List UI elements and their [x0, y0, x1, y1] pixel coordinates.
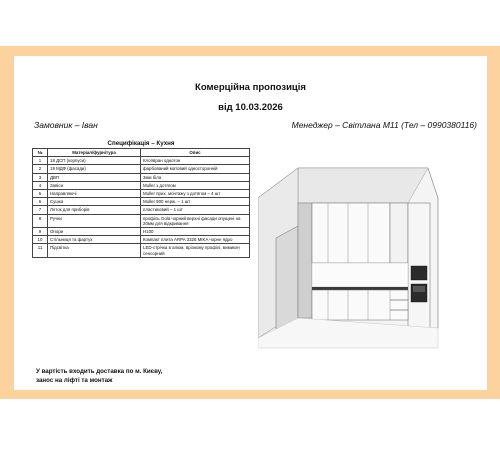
top-margin — [0, 0, 500, 46]
kitchen-render-image — [258, 148, 458, 358]
row-number: 3 — [33, 173, 48, 181]
spec-table — [32, 148, 250, 258]
row-material: Завіси — [48, 181, 141, 189]
row-number: 9 — [33, 228, 48, 236]
row-number: 7 — [33, 206, 48, 214]
manager-line: Менеджер – Світлана М11 (Тел – 0990380116) — [291, 120, 477, 130]
row-material: Опори — [48, 228, 141, 236]
row-number: 1 — [33, 157, 48, 165]
spec-title: Специфікація – Кухня — [107, 140, 175, 147]
row-number: 5 — [33, 190, 48, 198]
spec-header-row — [33, 149, 250, 157]
table-row — [33, 214, 250, 227]
table-row — [33, 198, 250, 206]
table-row — [33, 244, 250, 257]
row-material: Сушка — [48, 198, 141, 206]
row-description: профіль Gola чорний верхні фасади опущені на 20мм для відкривання — [141, 214, 250, 227]
row-description: Н100 — [141, 228, 250, 236]
row-material: 19 МДФ (фасади) — [48, 165, 141, 173]
proposal-page — [14, 56, 487, 390]
document-title: Комерційна пропозиція — [195, 82, 306, 93]
row-description: LED-стрічка в алюм. врізному профілі, вимикач сенсорний — [141, 244, 250, 257]
proposal-frame — [0, 46, 500, 399]
footer-line-1: У вартість входить доставка по м. Києву, — [36, 368, 163, 375]
bottom-margin — [0, 399, 500, 450]
row-material: Ручки — [48, 214, 141, 227]
table-row — [33, 165, 250, 173]
row-material: Стільниця та фартух — [48, 236, 141, 244]
row-description: Muller 900 нерж. – 1 шт — [141, 198, 250, 206]
footer-note — [36, 367, 162, 385]
row-description: Клопвран однотон — [141, 157, 250, 165]
table-row — [33, 157, 250, 165]
table-row — [33, 173, 250, 181]
table-row — [33, 228, 250, 236]
row-material: Направляючі — [48, 190, 141, 198]
row-number: 8 — [33, 214, 48, 227]
row-description: Muller з дотягом — [141, 181, 250, 189]
row-number: 11 — [33, 244, 48, 257]
customer-line: Замовник – Іван — [34, 120, 98, 130]
col-number-header: № — [33, 149, 48, 157]
row-number: 6 — [33, 198, 48, 206]
col-description-header: Опис — [141, 149, 250, 157]
document-date: від 10.03.2026 — [218, 102, 283, 113]
table-row — [33, 236, 250, 244]
row-description: Muller прих. монтажу з дотягом – 4 шт — [141, 190, 250, 198]
col-material-header: Матеріал/фурнітура — [48, 149, 141, 157]
row-material: ДВП — [48, 173, 141, 181]
row-description: пластиковий – 1 шт — [141, 206, 250, 214]
row-description: Компакт плита ARPA 3326 MIKA чорне ядро — [141, 236, 250, 244]
row-description: 3мм біла — [141, 173, 250, 181]
row-number: 10 — [33, 236, 48, 244]
footer-line-2: занос на ліфті та монтаж — [36, 377, 113, 384]
row-material: 18 ДСП (корпуси) — [48, 157, 141, 165]
table-row — [33, 181, 250, 189]
row-material: Підсвітка — [48, 244, 141, 257]
row-number: 4 — [33, 181, 48, 189]
row-material: Лоток для приборів — [48, 206, 141, 214]
table-row — [33, 206, 250, 214]
table-row — [33, 190, 250, 198]
row-description: фарбований матовий односторонній — [141, 165, 250, 173]
row-number: 2 — [33, 165, 48, 173]
